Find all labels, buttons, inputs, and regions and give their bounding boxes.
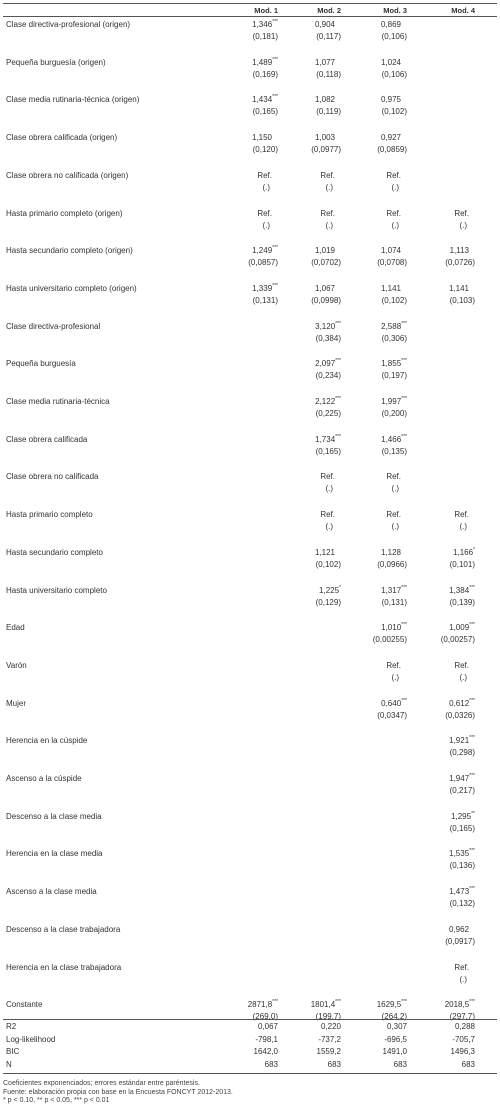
- coefficient-value: 1,166: [453, 547, 474, 557]
- cell-coefficient: [415, 887, 475, 897]
- cell-standard-error: (0,0708): [377, 258, 407, 268]
- row-label: Descenso a la clase trabajadora: [6, 924, 121, 934]
- cell-coefficient: [347, 246, 407, 256]
- cell-coefficient: [281, 472, 341, 482]
- coefficient-value: 2,588: [381, 321, 402, 331]
- cell-standard-error: (0,298): [449, 748, 475, 758]
- cell-standard-error: (0,0857): [248, 258, 278, 268]
- coefficient-value: 1,434: [252, 95, 273, 105]
- cell-standard-error: (0,0998): [311, 295, 341, 305]
- cell-coefficient: [415, 661, 475, 671]
- coefficient-value: 1,997: [381, 397, 402, 406]
- row-label: Constante: [6, 1000, 43, 1010]
- cell-coefficient: [281, 284, 341, 294]
- cell-coefficient: [415, 1000, 475, 1010]
- cell-standard-error: (0,225): [315, 409, 341, 418]
- coefficient-value: 1,010: [381, 623, 402, 633]
- coefficient-value: 1,077: [314, 57, 335, 67]
- cell-standard-error: (0,0702): [311, 258, 341, 268]
- cell-standard-error: (0,119): [316, 107, 341, 117]
- cell-coefficient: [218, 171, 278, 181]
- significance-stars: ***: [335, 320, 341, 327]
- cell-standard-error: (199,7): [315, 1012, 341, 1022]
- significance-stars: ***: [401, 396, 407, 402]
- cell-coefficient: [281, 397, 341, 407]
- cell-standard-error: (.): [325, 484, 333, 494]
- cell-standard-error: (0,102): [381, 295, 407, 305]
- stat-value: -737,2: [318, 1034, 341, 1044]
- stat-value: -798,1: [255, 1034, 278, 1044]
- table-bottom-rule: [3, 1073, 497, 1074]
- significance-stars: ***: [469, 773, 475, 779]
- cell-coefficient: [218, 209, 278, 219]
- row-label: Herencia en la clase trabajadora: [6, 962, 122, 972]
- coefficient-value: 1,009: [449, 623, 470, 633]
- coefficient-value: 1,067: [314, 283, 335, 293]
- row-label: Ascenso a la clase media: [6, 887, 97, 897]
- cell-coefficient: [218, 246, 278, 256]
- significance-stars: ***: [272, 245, 278, 252]
- cell-standard-error: (297,7): [449, 1012, 475, 1022]
- cell-standard-error: (269,0): [252, 1012, 278, 1022]
- significance-stars: ***: [401, 697, 407, 704]
- cell-coefficient: [218, 58, 278, 68]
- cell-standard-error: (0,106): [381, 32, 407, 41]
- row-label: Clase obrera no calificada: [6, 472, 99, 482]
- significance-stars: ***: [272, 19, 278, 25]
- cell-standard-error: (0,102): [381, 107, 407, 117]
- significance-stars: ***: [469, 886, 475, 893]
- cell-coefficient: [415, 623, 475, 633]
- row-label: Clase media rutinaria-técnica (origen): [6, 95, 140, 105]
- cell-coefficient: [281, 359, 341, 369]
- coefficient-value: 2018,5: [444, 1000, 470, 1010]
- stat-value: 0,220: [320, 1022, 341, 1031]
- stat-label: Log-likelihood: [6, 1034, 56, 1044]
- row-label: Pequeña burguesía: [6, 359, 76, 369]
- cell-standard-error: (0,129): [315, 597, 341, 607]
- coefficient-value: 1,317: [381, 585, 402, 595]
- cell-coefficient: [281, 586, 341, 596]
- coefficient-value: 1,339: [252, 283, 273, 293]
- row-label: Herencia en la cúspide: [6, 736, 88, 746]
- cell-standard-error: (.): [325, 182, 333, 192]
- row-label: Edad: [6, 623, 25, 633]
- table-notes: [3, 1080, 233, 1106]
- cell-coefficient: [347, 284, 407, 294]
- coefficient-value: 1,249: [252, 246, 273, 256]
- coefficient-value: 3,120: [315, 321, 336, 331]
- cell-coefficient: [347, 623, 407, 633]
- cell-standard-error: (0,0917): [445, 936, 475, 946]
- cell-coefficient: [415, 510, 475, 520]
- cell-coefficient: [281, 171, 341, 181]
- coefficient-value: 1,121: [314, 547, 335, 557]
- coefficient-value: 1,082: [314, 95, 335, 105]
- cell-standard-error: (.): [391, 220, 399, 230]
- significance-stars: ***: [272, 94, 278, 101]
- cell-standard-error: (0,139): [449, 597, 475, 607]
- coefficient-value: Ref.: [320, 170, 335, 180]
- cell-standard-error: (0,120): [252, 145, 278, 155]
- coefficient-value: 1,921: [449, 736, 470, 746]
- cell-standard-error: (0,0966): [377, 559, 407, 569]
- table-top-rule: [3, 3, 497, 4]
- significance-stars: ***: [272, 56, 278, 63]
- cell-coefficient: [347, 359, 407, 369]
- coefficient-value: Ref.: [454, 660, 469, 670]
- cell-standard-error: (0,0859): [377, 145, 407, 155]
- cell-standard-error: (0,106): [381, 69, 407, 79]
- coefficient-value: 1,535: [449, 849, 470, 859]
- cell-standard-error: (0,135): [381, 446, 407, 456]
- cell-standard-error: (0,234): [315, 371, 341, 381]
- coefficient-value: Ref.: [320, 472, 335, 482]
- significance-stars: ***: [272, 282, 278, 289]
- cell-coefficient: [347, 699, 407, 709]
- significance-stars: ***: [401, 622, 407, 629]
- cell-coefficient: [281, 20, 341, 30]
- cell-coefficient: [218, 1000, 278, 1010]
- row-label: Descenso a la clase media: [6, 811, 102, 821]
- cell-standard-error: (0,197): [381, 371, 407, 381]
- significance-stars: ***: [469, 697, 475, 704]
- stat-value: 0,288: [454, 1022, 475, 1031]
- cell-coefficient: [347, 586, 407, 596]
- coefficient-value: Ref.: [386, 208, 401, 218]
- cell-coefficient: [347, 58, 407, 68]
- stat-value: 0,307: [386, 1022, 407, 1031]
- coefficient-value: 2,122: [315, 397, 336, 406]
- cell-standard-error: (.): [325, 220, 333, 230]
- cell-standard-error: (.): [391, 182, 399, 192]
- coefficient-value: 1,003: [314, 133, 335, 143]
- cell-standard-error: (0,306): [381, 333, 407, 343]
- significance-stars: ***: [469, 584, 475, 591]
- significance-stars: ***: [401, 358, 407, 365]
- cell-coefficient: [218, 20, 278, 30]
- cell-coefficient: [415, 209, 475, 219]
- row-label: Clase obrera calificada: [6, 434, 88, 444]
- coefficient-value: 2871,8: [247, 1000, 273, 1010]
- cell-coefficient: [347, 397, 407, 407]
- cell-standard-error: (.): [391, 522, 399, 532]
- significance-stars: ***: [401, 320, 407, 327]
- cell-standard-error: (0,132): [449, 899, 475, 909]
- coefficient-value: Ref.: [454, 962, 469, 972]
- significance-stars: ***: [401, 433, 407, 440]
- coefficient-value: 1,141: [448, 283, 469, 293]
- cell-standard-error: (0,165): [449, 823, 475, 833]
- cell-standard-error: (0,181): [252, 32, 278, 41]
- coefficient-value: 1,141: [380, 283, 401, 293]
- coefficient-value: 1,489: [252, 57, 273, 67]
- cell-standard-error: (0,101): [449, 559, 475, 569]
- stat-value: 1559,2: [316, 1047, 341, 1057]
- cell-standard-error: (0,0347): [377, 710, 407, 720]
- cell-standard-error: (.): [459, 672, 467, 682]
- coefficient-value: 1,384: [449, 585, 470, 595]
- stat-label: BIC: [6, 1047, 20, 1057]
- coefficient-value: 0,869: [380, 20, 401, 29]
- cell-coefficient: [281, 1000, 341, 1010]
- cell-coefficient: [281, 322, 341, 332]
- header-rule: [3, 16, 497, 17]
- coefficient-value: 1,024: [380, 57, 401, 67]
- cell-standard-error: (.): [459, 220, 467, 230]
- coefficient-value: 1629,5: [376, 1000, 402, 1010]
- cell-coefficient: [218, 284, 278, 294]
- row-label: Hasta secundario completo (origen): [6, 246, 133, 256]
- stat-value: 683: [461, 1059, 475, 1069]
- row-label: Ascenso a la cúspide: [6, 774, 82, 783]
- stat-value: 1491,0: [382, 1047, 407, 1057]
- coefficient-value: 1,734: [315, 434, 336, 444]
- cell-standard-error: (0,118): [316, 69, 341, 79]
- coefficient-value: 1,128: [380, 547, 401, 557]
- cell-coefficient: [347, 133, 407, 143]
- coefficient-value: 2,097: [315, 359, 336, 369]
- cell-coefficient: [415, 774, 475, 784]
- cell-standard-error: (.): [262, 182, 270, 192]
- cell-coefficient: [415, 586, 475, 596]
- significance-stars: ***: [401, 584, 407, 591]
- row-label: Hasta universitario completo (origen): [6, 283, 137, 293]
- cell-coefficient: [281, 510, 341, 520]
- cell-coefficient: [347, 322, 407, 332]
- significance-stars: ***: [335, 396, 341, 402]
- coefficient-value: 1,346: [252, 20, 273, 29]
- coefficient-value: Ref.: [386, 510, 401, 520]
- cell-coefficient: [415, 963, 475, 973]
- cell-coefficient: [415, 812, 475, 822]
- cell-standard-error: (.): [262, 220, 270, 230]
- cell-standard-error: (264,2): [381, 1012, 407, 1022]
- row-label: Hasta primario completo (origen): [6, 208, 123, 218]
- significance-stars: ***: [469, 848, 475, 855]
- cell-coefficient: [415, 925, 475, 935]
- stats-rule: [3, 1019, 497, 1020]
- coefficient-value: 0,927: [380, 133, 401, 143]
- cell-standard-error: (.): [325, 522, 333, 532]
- cell-coefficient: [415, 736, 475, 746]
- column-header-mod-3: Mod. 3: [383, 6, 407, 15]
- coefficient-value: Ref.: [320, 208, 335, 218]
- cell-coefficient: [347, 95, 407, 105]
- coefficient-value: 1,150: [251, 133, 272, 143]
- stat-label: R2: [6, 1022, 17, 1031]
- cell-coefficient: [415, 284, 475, 294]
- cell-coefficient: [347, 472, 407, 482]
- stat-value: -696,5: [384, 1034, 407, 1044]
- cell-standard-error: (0,0326): [445, 710, 475, 720]
- cell-coefficient: [347, 435, 407, 445]
- coefficient-value: 1,113: [449, 246, 469, 256]
- stat-label: N: [6, 1059, 12, 1069]
- coefficient-value: Ref.: [454, 510, 469, 520]
- stat-value: 1496,3: [450, 1047, 475, 1057]
- row-label: Pequeña burguesía (origen): [6, 57, 106, 67]
- column-header-mod-4: Mod. 4: [451, 6, 475, 15]
- significance-stars: ***: [469, 999, 475, 1006]
- coefficient-value: 1,473: [449, 887, 470, 897]
- coefficient-value: Ref.: [257, 208, 272, 218]
- row-label: Varón: [6, 660, 27, 670]
- row-label: Clase media rutinaria-técnica: [6, 397, 110, 406]
- cell-coefficient: [281, 548, 341, 558]
- cell-standard-error: (0,0726): [445, 258, 475, 268]
- coefficient-value: 1,295: [451, 811, 472, 821]
- stat-value: 683: [327, 1059, 341, 1069]
- cell-coefficient: [218, 133, 278, 143]
- significance-stars: ***: [335, 358, 341, 365]
- row-label: Clase obrera no calificada (origen): [6, 170, 129, 180]
- row-label: Herencia en la clase media: [6, 849, 103, 859]
- cell-coefficient: [347, 661, 407, 671]
- cell-standard-error: (0,165): [315, 446, 341, 456]
- coefficient-value: 1,074: [380, 246, 401, 256]
- coefficient-value: 0,640: [381, 698, 402, 708]
- cell-standard-error: (.): [391, 672, 399, 682]
- cell-standard-error: (0,131): [252, 295, 278, 305]
- cell-coefficient: [347, 1000, 407, 1010]
- cell-coefficient: [281, 435, 341, 445]
- cell-standard-error: (0,169): [252, 69, 278, 79]
- row-label: Mujer: [6, 698, 27, 708]
- coefficient-value: 0,612: [449, 698, 470, 708]
- coefficient-value: Ref.: [386, 170, 401, 180]
- coefficient-value: 0,975: [380, 95, 401, 105]
- cell-standard-error: (0,102): [315, 559, 341, 569]
- significance-stars: *: [339, 584, 341, 591]
- coefficient-value: Ref.: [320, 510, 335, 520]
- cell-standard-error: (0,103): [449, 295, 475, 305]
- note-coefficients: Coeficientes exponenciados; errores estándar entre paréntesis.: [3, 1080, 200, 1087]
- cell-coefficient: [415, 548, 475, 558]
- cell-coefficient: [415, 246, 475, 256]
- significance-stars: ***: [469, 622, 475, 629]
- cell-coefficient: [347, 209, 407, 219]
- significance-stars: ***: [335, 433, 341, 440]
- significance-stars: ***: [401, 999, 407, 1006]
- cell-standard-error: (0,00257): [440, 635, 475, 645]
- cell-standard-error: (0,165): [252, 107, 278, 117]
- cell-coefficient: [415, 699, 475, 709]
- cell-standard-error: (.): [459, 974, 467, 984]
- coefficient-value: Ref.: [257, 170, 272, 180]
- row-label: Clase obrera calificada (origen): [6, 133, 118, 143]
- stat-value: 683: [264, 1059, 278, 1069]
- cell-standard-error: (0,384): [315, 333, 341, 343]
- significance-stars: **: [471, 810, 475, 817]
- stat-value: 1642,0: [253, 1047, 278, 1057]
- cell-standard-error: (0,200): [381, 409, 407, 418]
- column-header-mod-2: Mod. 2: [317, 6, 341, 15]
- significance-stars: ***: [469, 735, 475, 742]
- cell-coefficient: [347, 548, 407, 558]
- stat-value: -705,7: [452, 1034, 475, 1044]
- row-label: Hasta primario completo: [6, 510, 93, 520]
- coefficient-value: 1,947: [449, 774, 470, 783]
- cell-standard-error: (0,00255): [372, 635, 407, 645]
- cell-coefficient: [347, 510, 407, 520]
- significance-stars: ***: [272, 999, 278, 1006]
- coefficient-value: 1,019: [314, 246, 335, 256]
- cell-standard-error: (0,0977): [311, 145, 341, 155]
- significance-stars: *: [473, 546, 475, 553]
- row-label: Hasta universitario completo: [6, 585, 107, 595]
- coefficient-value: 1801,4: [310, 1000, 336, 1010]
- coefficient-value: 1,466: [381, 434, 402, 444]
- significance-stars: ***: [335, 999, 341, 1006]
- cell-standard-error: (0,117): [316, 32, 341, 41]
- cell-standard-error: (0,136): [449, 861, 475, 871]
- coefficient-value: Ref.: [454, 208, 469, 218]
- cell-coefficient: [281, 246, 341, 256]
- cell-coefficient: [281, 58, 341, 68]
- stat-value: 0,067: [257, 1022, 278, 1031]
- stat-value: 683: [393, 1059, 407, 1069]
- cell-standard-error: (0,217): [449, 786, 475, 795]
- row-label: Clase directiva-profesional: [6, 321, 101, 331]
- cell-standard-error: (0,131): [381, 597, 407, 607]
- coefficient-value: 0,962: [448, 924, 469, 934]
- row-label: Hasta secundario completo: [6, 547, 103, 557]
- coefficient-value: Ref.: [386, 660, 401, 670]
- coefficient-value: 1,225: [319, 585, 340, 595]
- note-source: Fuente: elaboración propia con base en la Encuesta FONCYT 2012-2013.: [3, 1088, 233, 1096]
- coefficient-value: Ref.: [386, 472, 401, 482]
- note-significance: * p < 0.10, ** p < 0.05, *** p < 0.01: [3, 1097, 110, 1105]
- cell-coefficient: [281, 209, 341, 219]
- cell-coefficient: [218, 95, 278, 105]
- cell-coefficient: [347, 171, 407, 181]
- cell-coefficient: [281, 95, 341, 105]
- cell-coefficient: [347, 20, 407, 30]
- cell-standard-error: (.): [459, 522, 467, 532]
- cell-coefficient: [281, 133, 341, 143]
- cell-coefficient: [415, 849, 475, 859]
- column-header-mod-1: Mod. 1: [254, 6, 278, 15]
- cell-standard-error: (.): [391, 484, 399, 494]
- row-label: Clase directiva-profesional (origen): [6, 20, 131, 29]
- coefficient-value: 1,855: [381, 359, 402, 369]
- coefficient-value: 0,904: [314, 20, 335, 29]
